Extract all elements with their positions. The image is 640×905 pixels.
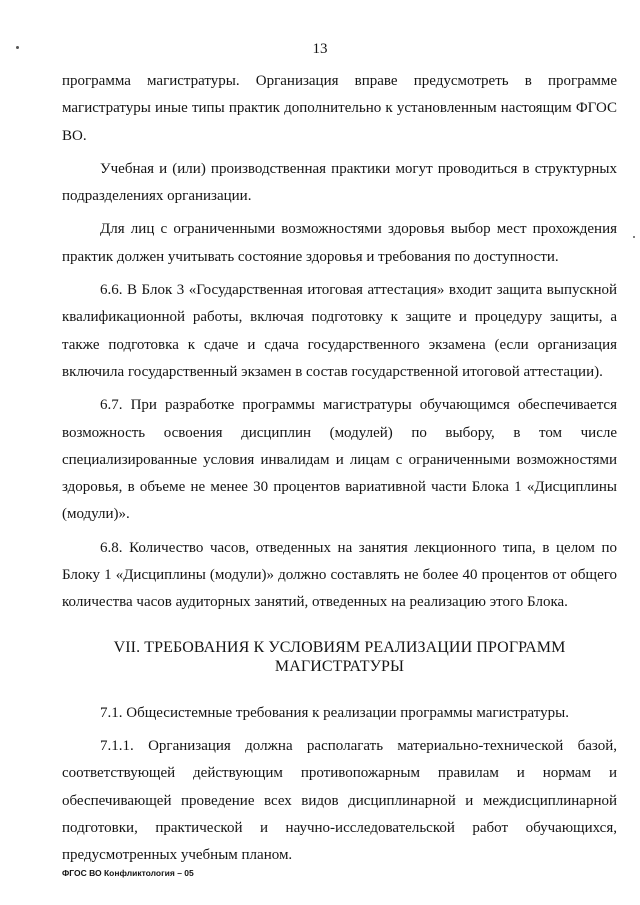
paragraph-7-1-1: 7.1.1. Организация должна располагать материально-технической базой, соответствующей действующим противопожарным правилам и нормам и обеспечивающей проведение всех видов дисциплинарной и междисциплинарной подготовки, практической и научно-исследовательской работ обучающихся, предусмотренных учебным планом.	[62, 737, 617, 864]
section-heading-line-1: VII. ТРЕБОВАНИЯ К УСЛОВИЯМ РЕАЛИЗАЦИИ ПРОГРАММ	[113, 638, 566, 656]
paragraph: Для лиц с ограниченными возможностями здоровья выбор мест прохождения практик должен учитывать состояние здоровья и требования по доступности.	[62, 221, 617, 265]
section-heading	[62, 638, 617, 676]
paragraph-6-7: 6.7. При разработке программы магистратуры обучающимся обеспечивается возможность освоения дисциплин (модулей) по выбору, в том числе специализированные условия инвалидам и лицам с ограниченными возможностями здоровья, в объеме не менее 30 процентов вариативной части Блока 1 «Дисциплины (модули)».	[62, 397, 617, 523]
page-footer: ФГОС ВО Конфликтология – 05	[62, 868, 194, 878]
document-body	[62, 68, 617, 869]
section-heading-line-2: МАГИСТРАТУРЫ	[274, 657, 405, 675]
paragraph: Учебная и (или) производственная практики могут проводиться в структурных подразделениях организации.	[62, 160, 617, 205]
paragraph-7-1: 7.1. Общесистемные требования к реализации программы магистратуры.	[100, 704, 569, 721]
paragraph-continuation: программа магистратуры. Организация вправе предусмотреть в программе магистратуры иные типы практик дополнительно к установленным настоящим ФГОС ВО.	[62, 73, 617, 144]
paragraph-6-6: 6.6. В Блок 3 «Государственная итоговая аттестация» входит защита выпускной квалификационной работы, включая подготовку к защите и процедуру защиты, а также подготовка к сдаче и сдача государственного экзамена (если организация включила государственный экзамен в состав государственной итоговой аттестации).	[62, 282, 617, 380]
scan-speck	[633, 236, 635, 238]
page-number: 13	[312, 41, 328, 57]
paragraph-6-8: 6.8. Количество часов, отведенных на занятия лекционного типа, в целом по Блоку 1 «Дисциплины (модули)» должно составлять не более 40 процентов от общего количества часов аудиторных занятий, отведенных на реализацию этого Блока.	[62, 539, 617, 611]
